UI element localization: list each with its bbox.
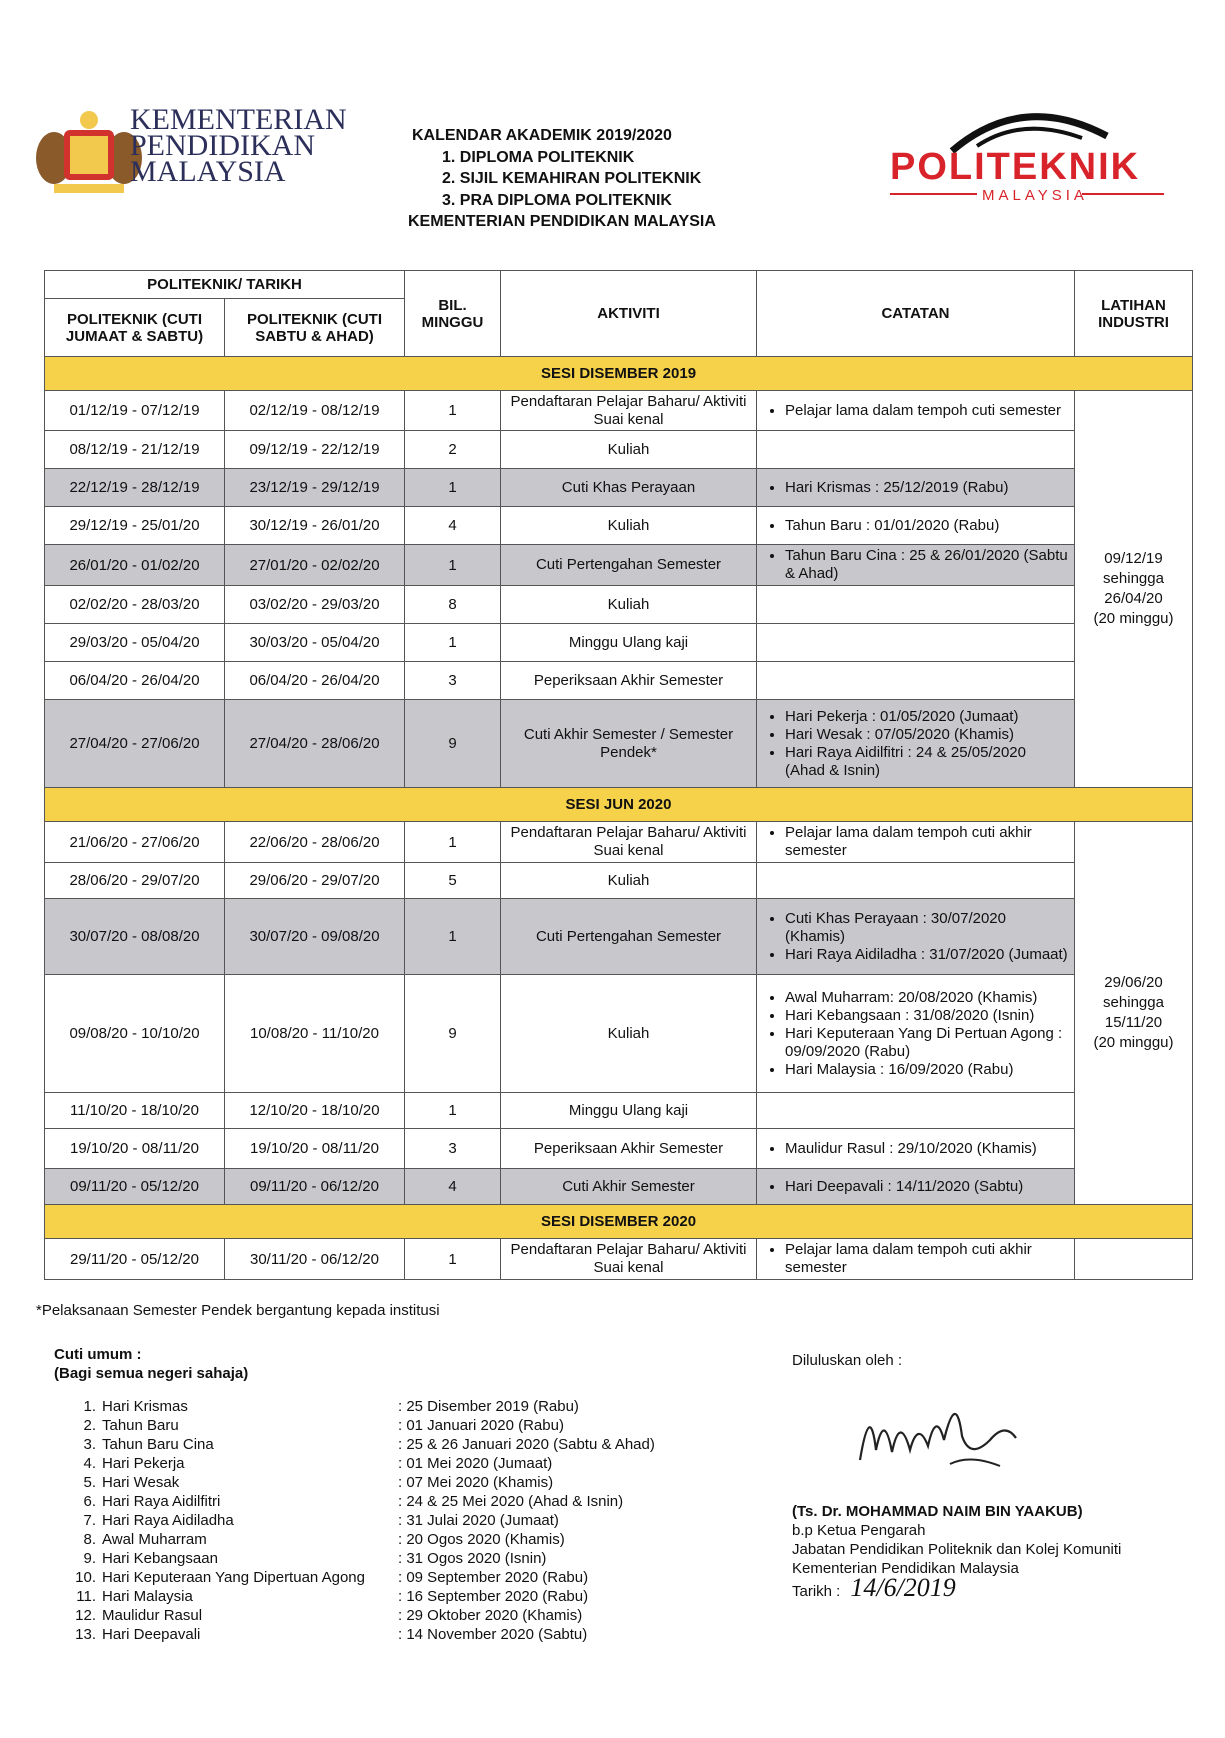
- header-aktiviti: AKTIVITI: [501, 271, 757, 357]
- calendar-body: [45, 357, 1193, 1280]
- holiday-date: : 16 September 2020 (Rabu): [398, 1588, 589, 1605]
- table-row: [45, 1093, 1193, 1129]
- approver-name: (Ts. Dr. MOHAMMAD NAIM BIN YAAKUB): [792, 1503, 1083, 1520]
- holiday-number: 12.: [75, 1607, 96, 1624]
- title-line: 3. PRA DIPLOMA POLITEKNIK: [442, 191, 672, 209]
- notes: [757, 822, 1075, 863]
- week-count: 1: [405, 391, 501, 431]
- public-holidays-title: Cuti umum :: [54, 1346, 142, 1363]
- holiday-item: [68, 1435, 655, 1454]
- notes: [757, 469, 1075, 507]
- holiday-number: 3.: [83, 1436, 96, 1453]
- holiday-item: [68, 1397, 655, 1416]
- date-range-jumaat-sabtu: 21/06/20 - 27/06/20: [45, 822, 225, 863]
- title-line: KEMENTERIAN PENDIDIKAN MALAYSIA: [408, 213, 716, 230]
- date-range-sabtu-ahad: 22/06/20 - 28/06/20: [225, 822, 405, 863]
- session-row: [45, 788, 1193, 822]
- week-count: 9: [405, 975, 501, 1093]
- table-row: [45, 431, 1193, 469]
- approver-ministry: Kementerian Pendidikan Malaysia: [792, 1560, 1019, 1577]
- industrial-training-line: sehingga: [1103, 570, 1164, 587]
- holiday-date: : 25 Disember 2019 (Rabu): [398, 1398, 579, 1415]
- notes: [757, 545, 1075, 586]
- week-count: 9: [405, 700, 501, 788]
- holiday-name: Hari Pekerja: [102, 1455, 185, 1472]
- holiday-item: [68, 1454, 655, 1473]
- holiday-item: [68, 1492, 655, 1511]
- date-range-jumaat-sabtu: 22/12/19 - 28/12/19: [45, 469, 225, 507]
- holiday-number: 1.: [83, 1398, 96, 1415]
- table-row: [45, 662, 1193, 700]
- holiday-date: : 01 Mei 2020 (Jumaat): [398, 1455, 553, 1472]
- politeknik-logo: [882, 96, 1172, 206]
- header-latihan-industri: LATIHAN INDUSTRI: [1075, 271, 1193, 357]
- holiday-item: [68, 1416, 655, 1435]
- holiday-date: : 01 Januari 2020 (Rabu): [398, 1417, 564, 1434]
- holiday-name: Hari Keputeraan Yang Dipertuan Agong: [102, 1569, 365, 1586]
- table-row: [45, 1129, 1193, 1169]
- date-range-jumaat-sabtu: 19/10/20 - 08/11/20: [45, 1129, 225, 1169]
- table-row: [45, 586, 1193, 624]
- holiday-date: : 31 Julai 2020 (Jumaat): [398, 1512, 559, 1529]
- header-cuti-sabtu-ahad: POLITEKNIK (CUTI SABTU & AHAD): [225, 299, 405, 357]
- holiday-date: : 14 November 2020 (Sabtu): [398, 1626, 588, 1643]
- week-count: 2: [405, 431, 501, 469]
- activity: Kuliah: [501, 863, 757, 899]
- politeknik-logo-subtext: MALAYSIA: [982, 187, 1088, 204]
- holiday-number: 7.: [83, 1512, 96, 1529]
- holiday-number: 6.: [83, 1493, 96, 1510]
- holiday-name: Tahun Baru Cina: [102, 1436, 214, 1453]
- activity: Cuti Khas Perayaan: [501, 469, 757, 507]
- date-range-jumaat-sabtu: 26/01/20 - 01/02/20: [45, 545, 225, 586]
- notes: [757, 1169, 1075, 1205]
- date-range-sabtu-ahad: 06/04/20 - 26/04/20: [225, 662, 405, 700]
- note-item: • Maulidur Rasul : 29/10/2020 (Khamis): [785, 1140, 1068, 1158]
- approver-block: [792, 1502, 1121, 1601]
- table-row: [45, 507, 1193, 545]
- industrial-training-line: 15/11/20: [1104, 1014, 1163, 1031]
- handwritten-date: 14/6/2019: [850, 1573, 956, 1602]
- holiday-name: Maulidur Rasul: [102, 1607, 203, 1624]
- week-count: 3: [405, 1129, 501, 1169]
- activity: Cuti Pertengahan Semester: [501, 545, 757, 586]
- holiday-item: [68, 1511, 655, 1530]
- week-count: 4: [405, 1169, 501, 1205]
- holiday-date: : 07 Mei 2020 (Khamis): [398, 1474, 554, 1491]
- date-range-sabtu-ahad: 29/06/20 - 29/07/20: [225, 863, 405, 899]
- notes: [757, 863, 1075, 899]
- note-item: • Hari Raya Aidiladha : 31/07/2020 (Jumaat): [785, 946, 1068, 964]
- activity: Pendaftaran Pelajar Baharu/ Aktiviti Suai kenal: [501, 822, 757, 863]
- note-item: • Tahun Baru Cina : 25 & 26/01/2020 (Sabtu & Ahad): [785, 547, 1068, 583]
- activity: Minggu Ulang kaji: [501, 1093, 757, 1129]
- week-count: 1: [405, 1093, 501, 1129]
- date-range-jumaat-sabtu: 06/04/20 - 26/04/20: [45, 662, 225, 700]
- date-range-jumaat-sabtu: 09/11/20 - 05/12/20: [45, 1169, 225, 1205]
- activity: Kuliah: [501, 431, 757, 469]
- holiday-number: 4.: [83, 1455, 96, 1472]
- table-row: [45, 899, 1193, 975]
- holiday-number: 10.: [75, 1569, 96, 1586]
- politeknik-logo-text: POLITEKNIK: [890, 146, 1141, 188]
- date-label: Tarikh :: [792, 1583, 841, 1600]
- activity: Pendaftaran Pelajar Baharu/ Aktiviti Suai kenal: [501, 1239, 757, 1280]
- public-holidays-subtitle: (Bagi semua negeri sahaja): [54, 1365, 249, 1382]
- date-range-sabtu-ahad: 30/12/19 - 26/01/20: [225, 507, 405, 545]
- holiday-number: 8.: [83, 1531, 96, 1548]
- notes: [757, 899, 1075, 975]
- approver-role: b.p Ketua Pengarah: [792, 1522, 926, 1539]
- date-range-sabtu-ahad: 30/07/20 - 09/08/20: [225, 899, 405, 975]
- industrial-training-line: (20 minggu): [1093, 1034, 1174, 1051]
- week-count: 1: [405, 469, 501, 507]
- industrial-training-line: (20 minggu): [1093, 610, 1174, 627]
- date-range-sabtu-ahad: 09/11/20 - 06/12/20: [225, 1169, 405, 1205]
- notes: [757, 431, 1075, 469]
- footnote: *Pelaksanaan Semester Pendek bergantung kepada institusi: [36, 1302, 440, 1319]
- ministry-name-line: KEMENTERIAN: [130, 103, 347, 136]
- week-count: 1: [405, 545, 501, 586]
- holiday-name: Hari Wesak: [102, 1474, 180, 1491]
- date-range-sabtu-ahad: 03/02/20 - 29/03/20: [225, 586, 405, 624]
- holiday-name: Hari Malaysia: [102, 1588, 193, 1605]
- notes: [757, 975, 1075, 1093]
- handwritten-signature: [840, 1380, 1030, 1490]
- public-holidays-list: [68, 1397, 655, 1644]
- table-row: [45, 391, 1193, 431]
- date-range-jumaat-sabtu: 11/10/20 - 18/10/20: [45, 1093, 225, 1129]
- table-row: [45, 700, 1193, 788]
- holiday-number: 13.: [75, 1626, 96, 1643]
- holiday-item: [68, 1587, 655, 1606]
- activity: Cuti Pertengahan Semester: [501, 899, 757, 975]
- notes: [757, 1129, 1075, 1169]
- date-range-jumaat-sabtu: 29/12/19 - 25/01/20: [45, 507, 225, 545]
- table-row: [45, 469, 1193, 507]
- ministry-name-line: MALAYSIA: [130, 155, 286, 188]
- note-item: • Hari Malaysia : 16/09/2020 (Rabu): [785, 1061, 1068, 1079]
- holiday-name: Tahun Baru: [102, 1417, 179, 1434]
- date-range-jumaat-sabtu: 02/02/20 - 28/03/20: [45, 586, 225, 624]
- date-range-jumaat-sabtu: 27/04/20 - 27/06/20: [45, 700, 225, 788]
- note-item: • Cuti Khas Perayaan : 30/07/2020 (Khamis): [785, 910, 1068, 946]
- holiday-number: 2.: [83, 1417, 96, 1434]
- table-row: [45, 545, 1193, 586]
- industrial-training: [1075, 822, 1193, 1205]
- date-range-sabtu-ahad: 12/10/20 - 18/10/20: [225, 1093, 405, 1129]
- notes: [757, 586, 1075, 624]
- holiday-date: : 09 September 2020 (Rabu): [398, 1569, 589, 1586]
- header-catatan: CATATAN: [757, 271, 1075, 357]
- academic-calendar-table: [44, 270, 1193, 1280]
- industrial-training: [1075, 391, 1193, 788]
- holiday-number: 5.: [83, 1474, 96, 1491]
- date-range-jumaat-sabtu: 30/07/20 - 08/08/20: [45, 899, 225, 975]
- title-line: 1. DIPLOMA POLITEKNIK: [442, 148, 635, 166]
- industrial-training-line: 09/12/19: [1104, 550, 1163, 567]
- note-item: • Hari Kebangsaan : 31/08/2020 (Isnin): [785, 1007, 1068, 1025]
- note-item: • Hari Raya Aidilfitri : 24 & 25/05/2020 (Ahad & Isnin): [785, 744, 1068, 780]
- week-count: 1: [405, 822, 501, 863]
- holiday-date: : 31 Ogos 2020 (Isnin): [398, 1550, 547, 1567]
- notes: [757, 662, 1075, 700]
- activity: Kuliah: [501, 586, 757, 624]
- session-row: [45, 1205, 1193, 1239]
- approver-department: Jabatan Pendidikan Politeknik dan Kolej Komuniti: [792, 1541, 1122, 1558]
- holiday-name: Hari Raya Aidilfitri: [102, 1493, 221, 1510]
- notes: [757, 1239, 1075, 1280]
- activity: Cuti Akhir Semester: [501, 1169, 757, 1205]
- holiday-item: [68, 1473, 655, 1492]
- ministry-name-line: PENDIDIKAN: [130, 129, 315, 162]
- date-range-jumaat-sabtu: 09/08/20 - 10/10/20: [45, 975, 225, 1093]
- notes: [757, 507, 1075, 545]
- activity: Cuti Akhir Semester / Semester Pendek*: [501, 700, 757, 788]
- week-count: 8: [405, 586, 501, 624]
- public-holidays-heading: [54, 1345, 248, 1383]
- note-item: • Awal Muharram: 20/08/2020 (Khamis): [785, 989, 1068, 1007]
- table-row: [45, 863, 1193, 899]
- session-title: SESI DISEMBER 2019: [45, 357, 1193, 391]
- activity: Minggu Ulang kaji: [501, 624, 757, 662]
- date-range-jumaat-sabtu: 28/06/20 - 29/07/20: [45, 863, 225, 899]
- approval-label: Diluluskan oleh :: [792, 1352, 903, 1369]
- document-title: [408, 125, 772, 233]
- date-range-sabtu-ahad: 02/12/19 - 08/12/19: [225, 391, 405, 431]
- holiday-item: [68, 1530, 655, 1549]
- activity: Peperiksaan Akhir Semester: [501, 1129, 757, 1169]
- date-range-jumaat-sabtu: 29/11/20 - 05/12/20: [45, 1239, 225, 1280]
- industrial-training: [1075, 1239, 1193, 1280]
- industrial-training-line: 29/06/20: [1104, 974, 1163, 991]
- table-row: [45, 624, 1193, 662]
- holiday-date: : 24 & 25 Mei 2020 (Ahad & Isnin): [398, 1493, 624, 1510]
- date-range-sabtu-ahad: 09/12/19 - 22/12/19: [225, 431, 405, 469]
- session-title: SESI DISEMBER 2020: [45, 1205, 1193, 1239]
- week-count: 1: [405, 1239, 501, 1280]
- header-cuti-jumaat-sabtu: POLITEKNIK (CUTI JUMAAT & SABTU): [45, 299, 225, 357]
- activity: Pendaftaran Pelajar Baharu/ Aktiviti Suai kenal: [501, 391, 757, 431]
- date-range-jumaat-sabtu: 08/12/19 - 21/12/19: [45, 431, 225, 469]
- activity: Peperiksaan Akhir Semester: [501, 662, 757, 700]
- holiday-item: [68, 1606, 655, 1625]
- notes: [757, 624, 1075, 662]
- activity: Kuliah: [501, 975, 757, 1093]
- title-line: KALENDAR AKADEMIK 2019/2020: [412, 127, 672, 144]
- date-range-sabtu-ahad: 27/04/20 - 28/06/20: [225, 700, 405, 788]
- activity: Kuliah: [501, 507, 757, 545]
- note-item: • Hari Wesak : 07/05/2020 (Khamis): [785, 726, 1068, 744]
- date-range-sabtu-ahad: 30/03/20 - 05/04/20: [225, 624, 405, 662]
- note-item: • Hari Pekerja : 01/05/2020 (Jumaat): [785, 708, 1068, 726]
- header-bil-minggu: BIL. MINGGU: [405, 271, 501, 357]
- week-count: 5: [405, 863, 501, 899]
- holiday-number: 11.: [76, 1588, 96, 1605]
- date-range-sabtu-ahad: 19/10/20 - 08/11/20: [225, 1129, 405, 1169]
- industrial-training-line: 26/04/20: [1104, 590, 1163, 607]
- approval-date: [792, 1573, 1121, 1602]
- note-item: • Hari Deepavali : 14/11/2020 (Sabtu): [785, 1178, 1068, 1196]
- week-count: 1: [405, 624, 501, 662]
- date-range-jumaat-sabtu: 29/03/20 - 05/04/20: [45, 624, 225, 662]
- table-row: [45, 975, 1193, 1093]
- holiday-name: Hari Deepavali: [102, 1626, 201, 1643]
- date-range-sabtu-ahad: 10/08/20 - 11/10/20: [225, 975, 405, 1093]
- holiday-date: : 25 & 26 Januari 2020 (Sabtu & Ahad): [398, 1436, 655, 1453]
- notes: [757, 1093, 1075, 1129]
- table-row: [45, 1169, 1193, 1205]
- week-count: 3: [405, 662, 501, 700]
- holiday-name: Hari Kebangsaan: [102, 1550, 218, 1567]
- date-range-sabtu-ahad: 30/11/20 - 06/12/20: [225, 1239, 405, 1280]
- title-line: 2. SIJIL KEMAHIRAN POLITEKNIK: [442, 170, 702, 187]
- note-item: • Tahun Baru : 01/01/2020 (Rabu): [785, 517, 1068, 535]
- industrial-training-line: sehingga: [1103, 994, 1164, 1011]
- note-item: • Hari Keputeraan Yang Di Pertuan Agong : 09/09/2020 (Rabu): [785, 1025, 1068, 1061]
- week-count: 1: [405, 899, 501, 975]
- session-title: SESI JUN 2020: [45, 788, 1193, 822]
- session-row: [45, 357, 1193, 391]
- date-range-jumaat-sabtu: 01/12/19 - 07/12/19: [45, 391, 225, 431]
- holiday-name: Awal Muharram: [102, 1531, 207, 1548]
- date-range-sabtu-ahad: 23/12/19 - 29/12/19: [225, 469, 405, 507]
- holiday-date: : 29 Oktober 2020 (Khamis): [398, 1607, 583, 1624]
- note-item: • Pelajar lama dalam tempoh cuti akhir semester: [785, 1241, 1068, 1277]
- holiday-date: : 20 Ogos 2020 (Khamis): [398, 1531, 565, 1548]
- notes: [757, 391, 1075, 431]
- note-item: • Hari Krismas : 25/12/2019 (Rabu): [785, 479, 1068, 497]
- note-item: • Pelajar lama dalam tempoh cuti semester: [785, 402, 1068, 420]
- holiday-name: Hari Raya Aidiladha: [102, 1512, 234, 1529]
- week-count: 4: [405, 507, 501, 545]
- notes: [757, 700, 1075, 788]
- holiday-item: [68, 1549, 655, 1568]
- table-row: [45, 1239, 1193, 1280]
- table-row: [45, 822, 1193, 863]
- holiday-name: Hari Krismas: [102, 1398, 188, 1415]
- holiday-item: [68, 1625, 655, 1644]
- note-item: • Pelajar lama dalam tempoh cuti akhir semester: [785, 824, 1068, 860]
- holiday-item: [68, 1568, 655, 1587]
- holiday-number: 9.: [83, 1550, 96, 1567]
- date-range-sabtu-ahad: 27/01/20 - 02/02/20: [225, 545, 405, 586]
- header-group-tarikh: POLITEKNIK/ TARIKH: [45, 271, 405, 299]
